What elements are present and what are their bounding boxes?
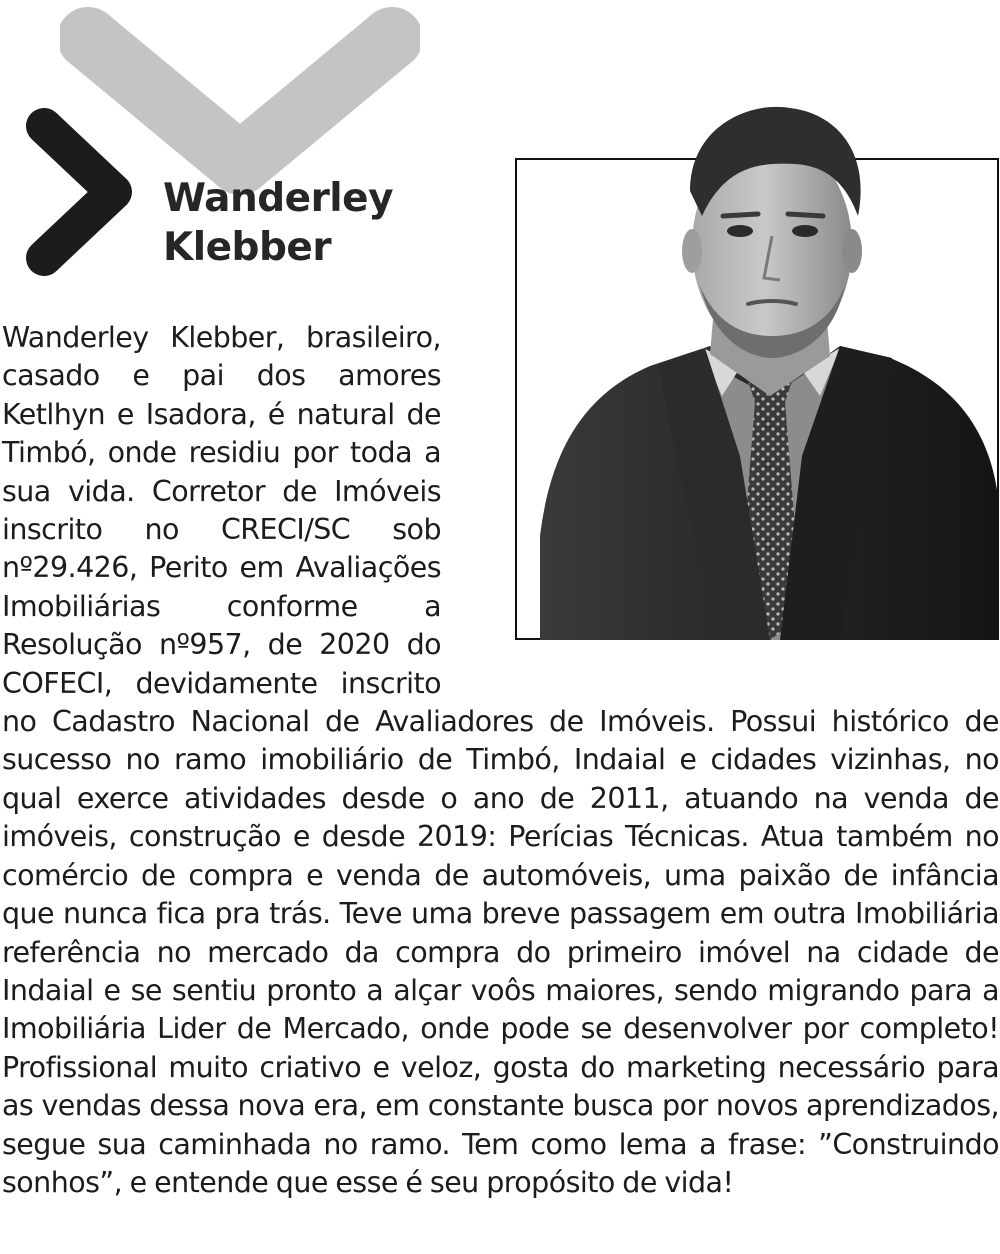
photo-wrap-spacer [441,319,999,703]
name-first: Wanderley [163,176,394,221]
person-name [163,174,393,272]
chevron-right-decoration-icon [22,104,140,280]
name-last: Klebber [163,225,332,270]
biography-content: Wanderley Klebber, brasileiro, casado e pai dos amores Ketlhyn e Isadora, é natural de Timbó, onde residiu por toda a sua vida. Corretor de Imóveis inscrito no CRECI/SC sob nº29.426, Perito em Avaliações Imobiliárias conforme a Resolução nº957, de 2020 do COFECI, devidamente inscrito no Cadastro Nacional de Avaliadores de Imóveis. Possui histórico de sucesso no ramo imobiliário de Timbó, Indaial e cidades vizinhas, no qual exerce atividades desde o ano de 2011, atuando na venda de imóveis, construção e desde 2019: Perícias Técnicas. Atua também no comércio de compra e venda de automóveis, uma paixão de infância que nunca fica pra trás. Teve uma breve passagem em outra Imobiliária referência no mercado da compra do primeiro imóvel na cidade de Indaial e se sentiu pronto a alçar voôs maiores, sendo migrando para a Imobiliária Lider de Mercado, onde pode se desenvolver por completo! Profissional muito criativo e veloz, gosta do marketing necessário para as vendas dessa nova era, em constante busca por novos aprendizados, segue sua caminhada no ramo. Tem como lema a frase: ”Construindo sonhos”, e entende que esse é seu propósito de vida! [2,321,999,1199]
biography-text [2,319,999,1202]
